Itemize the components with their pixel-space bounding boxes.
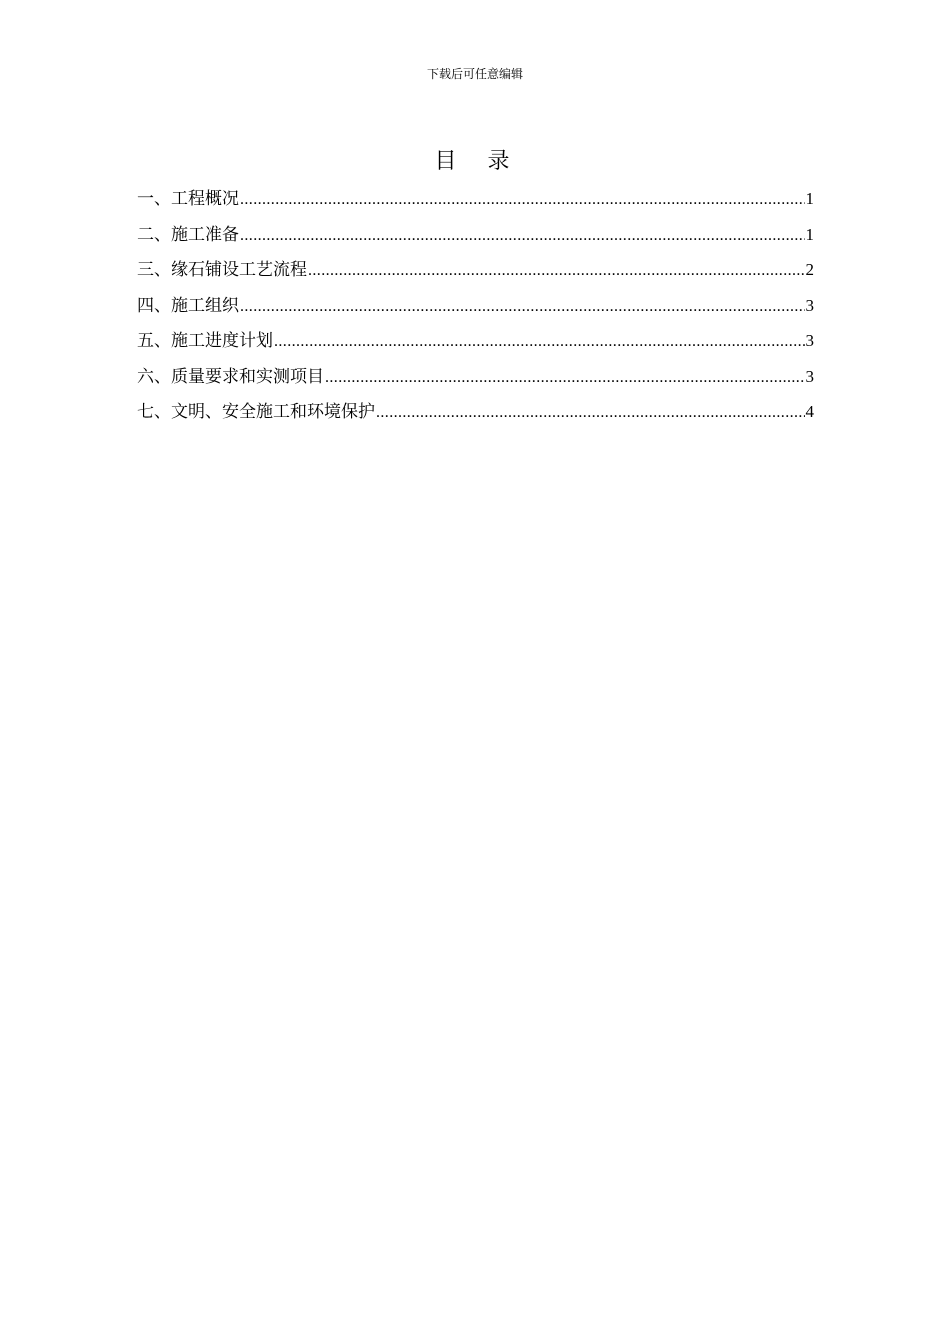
toc-entry-page: 3	[805, 295, 814, 315]
toc-entry-page: 4	[805, 402, 814, 421]
toc-dot-leader	[274, 329, 805, 355]
toc-entry-label: 七、文明、安全施工和环境保护	[137, 402, 375, 422]
toc-entry[interactable]	[137, 293, 814, 329]
toc-dot-leader	[308, 258, 805, 284]
toc-entry-label: 四、施工组织	[137, 295, 239, 316]
toc-dot-leader	[240, 223, 805, 249]
toc-entry[interactable]	[137, 364, 814, 400]
toc-entry-label: 二、施工准备	[137, 224, 239, 245]
toc-dot-leader	[376, 400, 805, 426]
toc-entry[interactable]	[137, 222, 814, 258]
toc-entry-page: 1	[805, 189, 814, 208]
toc-entry[interactable]	[137, 399, 814, 435]
toc-dot-leader	[240, 187, 805, 213]
toc-dot-leader	[240, 294, 805, 320]
toc-entry-page: 2	[805, 260, 814, 279]
toc-entry[interactable]	[137, 186, 814, 222]
toc-title: 目 录	[434, 149, 522, 174]
toc-entry-label: 六、质量要求和实测项目	[137, 366, 324, 387]
toc-dot-leader	[325, 365, 805, 391]
header-note: 下载后可任意编辑	[426, 67, 523, 81]
toc-entry-label: 一、工程概况	[137, 189, 239, 209]
toc-entry[interactable]	[137, 328, 814, 364]
toc-entry-page: 3	[805, 331, 814, 350]
toc-entry-label: 五、施工进度计划	[137, 331, 273, 351]
toc-entry[interactable]	[137, 257, 814, 293]
table-of-contents	[137, 186, 814, 435]
toc-entry-page: 1	[805, 224, 814, 244]
toc-entry-label: 三、缘石铺设工艺流程	[137, 260, 307, 280]
toc-entry-page: 3	[805, 366, 814, 386]
